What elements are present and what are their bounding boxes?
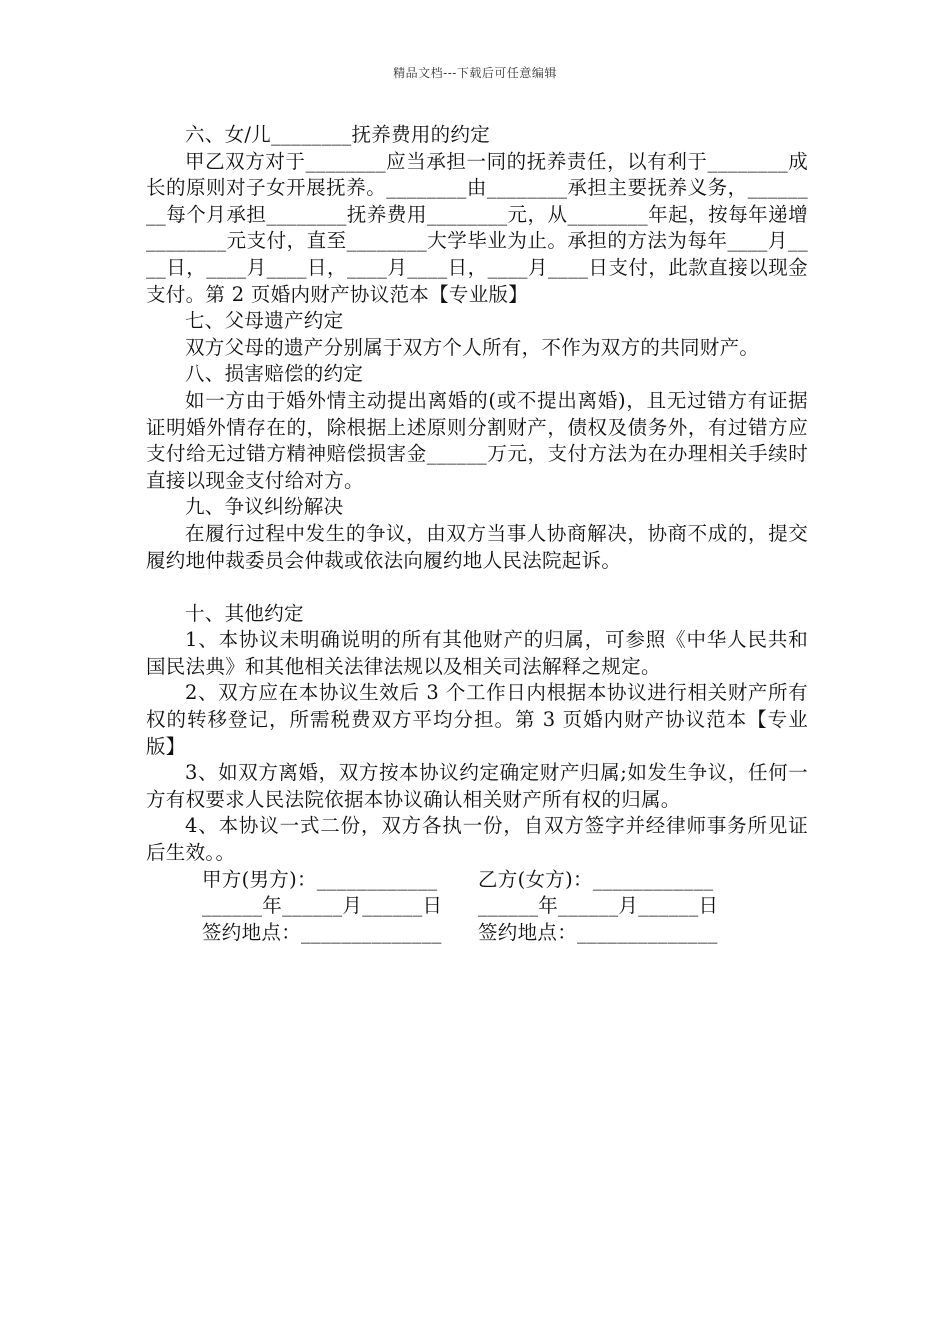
section-heading: 九、争议纠纷解决: [185, 495, 344, 519]
section-heading: 十、其他约定: [185, 601, 304, 625]
document-body: [146, 122, 808, 946]
party-a-date: ______年______月______日: [202, 894, 443, 918]
page-header: 精品文档---下载后可任意编辑: [393, 66, 557, 80]
blank-line: [146, 574, 808, 601]
paragraph: 2、双方应在本协议生效后 3 个工作日内根据本协议进行相关财产所有权的转移登记，所需税费双方平均分担。第 3 页婚内财产协议范本【专业版】: [146, 681, 808, 758]
paragraph: 双方父母的遗产分别属于双方个人所有，不作为双方的共同财产。: [185, 335, 760, 359]
signature-places-row: [146, 920, 808, 947]
paragraph: 在履行过程中发生的争议，由双方当事人协商解决，协商不成的，提交履约地仲裁委员会仲裁或依法向履约地人民法院起诉。: [146, 521, 808, 572]
paragraph: 甲乙双方对于________应当承担一同的抚养责任，以有利于________成长的原则对子女开展抚养。________由________承担主要抚养义务，________每个月承担________抚养费用________元，从________年起，按每年递增________元支付，直至________大学毕业为止。承担的方法为每年____月____日，____月____日，____月____日，____月____日支付，此款直接以现金支付。第 2 页婚内财产协议范本【专业版】: [146, 149, 808, 306]
party-b-date: ______年______月______日: [478, 894, 719, 918]
party-a-place: 签约地点：______________: [202, 920, 442, 944]
section-heading: 六、女/儿________抚养费用的约定: [185, 123, 491, 146]
paragraph: 3、如双方离婚，双方按本协议约定确定财产归属;如发生争议，任何一方有权要求人民法院依据本协议确认相关财产所有权的归属。: [146, 761, 808, 811]
signature-dates-row: [146, 893, 808, 920]
section-heading: 七、父母遗产约定: [185, 309, 344, 333]
paragraph: 1、本协议未明确说明的所有其他财产的归属，可参照《中华人民共和国民法典》和其他相关法律法规以及相关司法解释之规定。: [146, 628, 808, 678]
party-a-signature: 甲方(男方)：____________: [202, 867, 438, 891]
paragraph: 4、本协议一式二份，双方各执一份，自双方签字并经律师事务所见证后生效。。: [146, 814, 808, 865]
signature-parties-row: [146, 867, 808, 894]
paragraph: 如一方由于婚外情主动提出离婚的(或不提出离婚)，且无过错方有证据证明婚外情存在的，除根据上述原则分割财产，债权及债务外，有过错方应支付给无过错方精神赔偿损害金______万元，支付方法为在办理相关手续时直接以现金支付给对方。: [146, 388, 808, 492]
section-heading: 八、损害赔偿的约定: [185, 362, 364, 386]
party-b-signature: 乙方(女方)：____________: [478, 867, 714, 891]
party-b-place: 签约地点：______________: [478, 920, 718, 944]
